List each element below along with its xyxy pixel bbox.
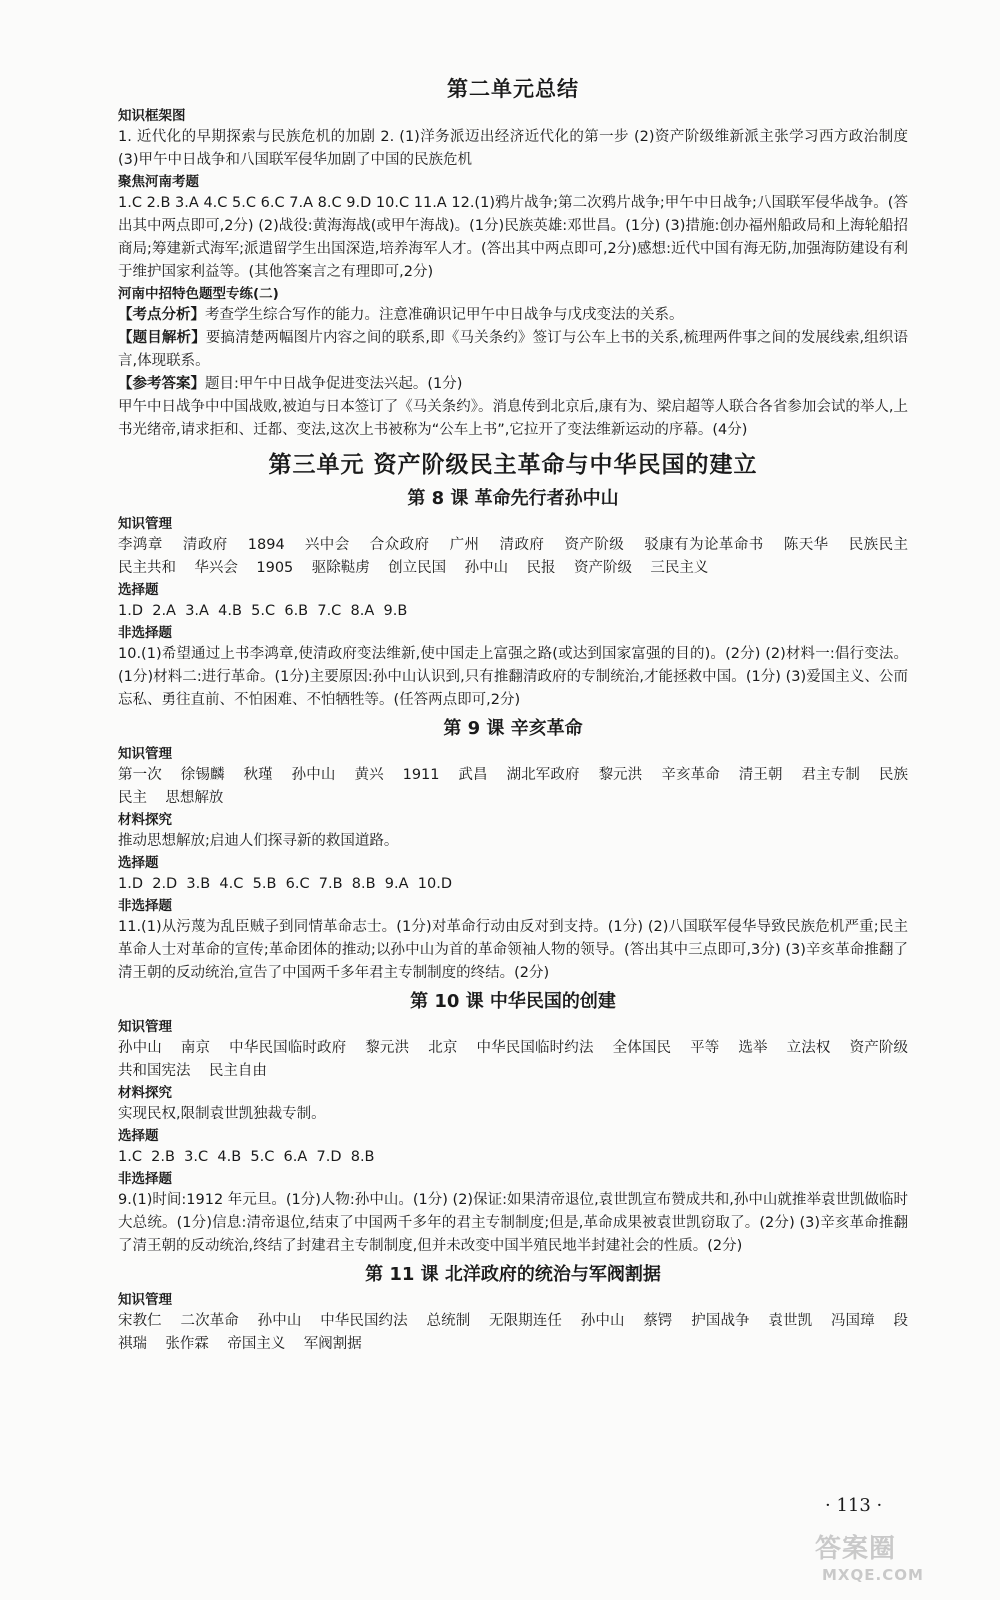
watermark-logo: 答案圈 bbox=[815, 1534, 897, 1564]
lesson8-nonchoice-text: 10.(1)希望通过上书李鸿章,使清政府变法维新,使中国走上富强之路(或达到国家富强的目的)。(2分) (2)材料一:倡行变法。(1分)材料二:进行革命。(1分)主要原因:孙中山认识到,只有推翻清政府的专制统治,才能拯救中国。(1分) (3)爱国主义、公而忘私、勇往直前、不怕困难、不怕牺牲等。(任答两点即可,2分) bbox=[118, 646, 908, 708]
lesson10-title: 第 10 课 中华民国的创建 bbox=[410, 991, 616, 1012]
lesson9-title: 第 9 课 辛亥革命 bbox=[443, 718, 583, 739]
unit3-title: 第三单元 资产阶级民主革命与中华民国的建立 bbox=[268, 452, 758, 478]
lesson10-knowledge-text: 孙中山 南京 中华民国临时政府 黎元洪 北京 中华民国临时约法 全体国民 平等 选举 立法权 资产阶级共和国宪法 民主自由 bbox=[118, 1040, 908, 1079]
answer-body: 甲午中日战争中中国战败,被迫与日本签订了《马关条约》。消息传到北京后,康有为、梁启超等人联合各省参加会试的举人,上书光绪帝,请求拒和、迁都、变法,这次上书被称为“公车上书”,它拉开了变法维新运动的序幕。(4分) bbox=[118, 399, 908, 438]
lesson10-choice-text: 1.C 2.B 3.C 4.B 5.C 6.A 7.D 8.B bbox=[118, 1149, 375, 1165]
lesson9-material-text: 推动思想解放;启迪人们探寻新的救国道路。 bbox=[118, 833, 399, 849]
lesson8-knowledge-text: 李鸿章 清政府 1894 兴中会 合众政府 广州 清政府 资产阶级 驳康有为论革命书 陈天华 民族民主 民主共和 华兴会 1905 驱除鞑虏 创立民国 孙中山 民报 资产阶级 三民主义 bbox=[118, 537, 927, 576]
lesson9-knowledge-label: 知识管理 bbox=[118, 746, 172, 762]
lesson8-nonchoice-label: 非选择题 bbox=[118, 625, 172, 641]
lesson10-knowledge-label: 知识管理 bbox=[118, 1019, 172, 1035]
lesson10-material-label: 材料探究 bbox=[118, 1085, 172, 1101]
lesson11-knowledge-label: 知识管理 bbox=[118, 1292, 172, 1308]
lesson10-nonchoice-label: 非选择题 bbox=[118, 1171, 172, 1187]
analysis-para bbox=[118, 304, 908, 327]
lesson9-material-label: 材料探究 bbox=[118, 812, 172, 828]
answer-text: 题目:甲午中日战争促进变法兴起。(1分) bbox=[205, 376, 463, 392]
analysis-text: 考查学生综合写作的能力。注意准确识记甲午中日战争与戊戌变法的关系。 bbox=[205, 307, 684, 323]
lesson8-knowledge-label: 知识管理 bbox=[118, 516, 172, 532]
framework-label: 知识框架图 bbox=[118, 108, 186, 124]
special-label: 河南中招特色题型专练(二) bbox=[118, 286, 279, 302]
lesson8-title: 第 8 课 革命先行者孙中山 bbox=[407, 488, 619, 509]
lesson9-nonchoice-label: 非选择题 bbox=[118, 898, 172, 914]
watermark-url: MXQE.COM bbox=[822, 1566, 924, 1584]
lesson9-nonchoice-text: 11.(1)从污蔑为乱臣贼子到同情革命志士。(1分)对革命行动由反对到支持。(1分) (2)八国联军侵华导致民族危机严重;民主革命人士对革命的宣传;革命团体的推动;以孙中山为首的革命领袖人物的领导。(答出其中三点即可,3分) (3)辛亥革命推翻了清王朝的反动统治,宣告了中国两千多年君主专制制度的终结。(2分) bbox=[118, 919, 908, 981]
lesson8-choice-text: 1.D 2.A 3.A 4.B 5.C 6.B 7.C 8.A 9.B bbox=[118, 603, 408, 619]
lesson9-choice-label: 选择题 bbox=[118, 855, 159, 871]
page-number: · 113 · bbox=[825, 1495, 883, 1516]
answer-label: 【参考答案】 bbox=[118, 376, 205, 392]
henan-text: 1.C 2.B 3.A 4.C 5.C 6.C 7.A 8.C 9.D 10.C 11.A 12.(1)鸦片战争;第二次鸦片战争;甲午中日战争;八国联军侵华战争。(答出其中两点即可,2分) (2)战役:黄海海战(或甲午海战)。(1分)民族英雄:邓世昌。(1分) (3)措施:创办福州船政局和上海轮船招商局;筹建新式海军;派遣留学生出国深造,培养海军人才。(答出其中两点即可,2分)感想:近代中国有海无防,加强海防建设有利于维护国家利益等。(其他答案言之有理即可,2分) bbox=[118, 195, 908, 280]
answer-page bbox=[118, 72, 927, 1356]
lesson8-choice-label: 选择题 bbox=[118, 582, 159, 598]
explain-para bbox=[118, 327, 908, 373]
lesson11-title: 第 11 课 北洋政府的统治与军阀割据 bbox=[365, 1264, 661, 1285]
lesson9-choice-text: 1.D 2.D 3.B 4.C 5.B 6.C 7.B 8.B 9.A 10.D bbox=[118, 876, 452, 892]
answer-para bbox=[118, 373, 908, 396]
lesson9-knowledge-text: 第一次 徐锡麟 秋瑾 孙中山 黄兴 1911 武昌 湖北军政府 黎元洪 辛亥革命 清王朝 君主专制 民族民主 思想解放 bbox=[118, 767, 908, 806]
lesson10-nonchoice-text: 9.(1)时间:1912 年元旦。(1分)人物:孙中山。(1分) (2)保证:如果清帝退位,袁世凯宣布赞成共和,孙中山就推举袁世凯做临时大总统。(1分)信息:清帝退位,结束了中国两千多年的君主专制制度;但是,革命成果被袁世凯窃取了。(2分) (3)辛亥革命推翻了清王朝的反动统治,终结了封建君主专制制度,但并未改变中国半殖民地半封建社会的性质。(2分) bbox=[118, 1192, 908, 1254]
analysis-label: 【考点分析】 bbox=[118, 307, 205, 323]
framework-text: 1. 近代化的早期探索与民族危机的加剧 2. (1)洋务派迈出经济近代化的第一步 (2)资产阶级维新派主张学习西方政治制度 (3)甲午中日战争和八国联军侵华加剧了中国的民族危机 bbox=[118, 129, 908, 168]
explain-label: 【题目解析】 bbox=[118, 330, 206, 346]
lesson10-choice-label: 选择题 bbox=[118, 1128, 159, 1144]
lesson10-material-text: 实现民权,限制袁世凯独裁专制。 bbox=[118, 1106, 326, 1122]
lesson11-knowledge-text: 宋教仁 二次革命 孙中山 中华民国约法 总统制 无限期连任 孙中山 蔡锷 护国战争 袁世凯 冯国璋 段祺瑞 张作霖 帝国主义 军阀割据 bbox=[118, 1313, 908, 1352]
explain-text: 要搞清楚两幅图片内容之间的联系,即《马关条约》签订与公车上书的关系,梳理两件事之间的发展线索,组织语言,体现联系。 bbox=[118, 330, 909, 369]
unit2-title: 第二单元总结 bbox=[447, 77, 579, 101]
henan-label: 聚焦河南考题 bbox=[118, 174, 199, 190]
